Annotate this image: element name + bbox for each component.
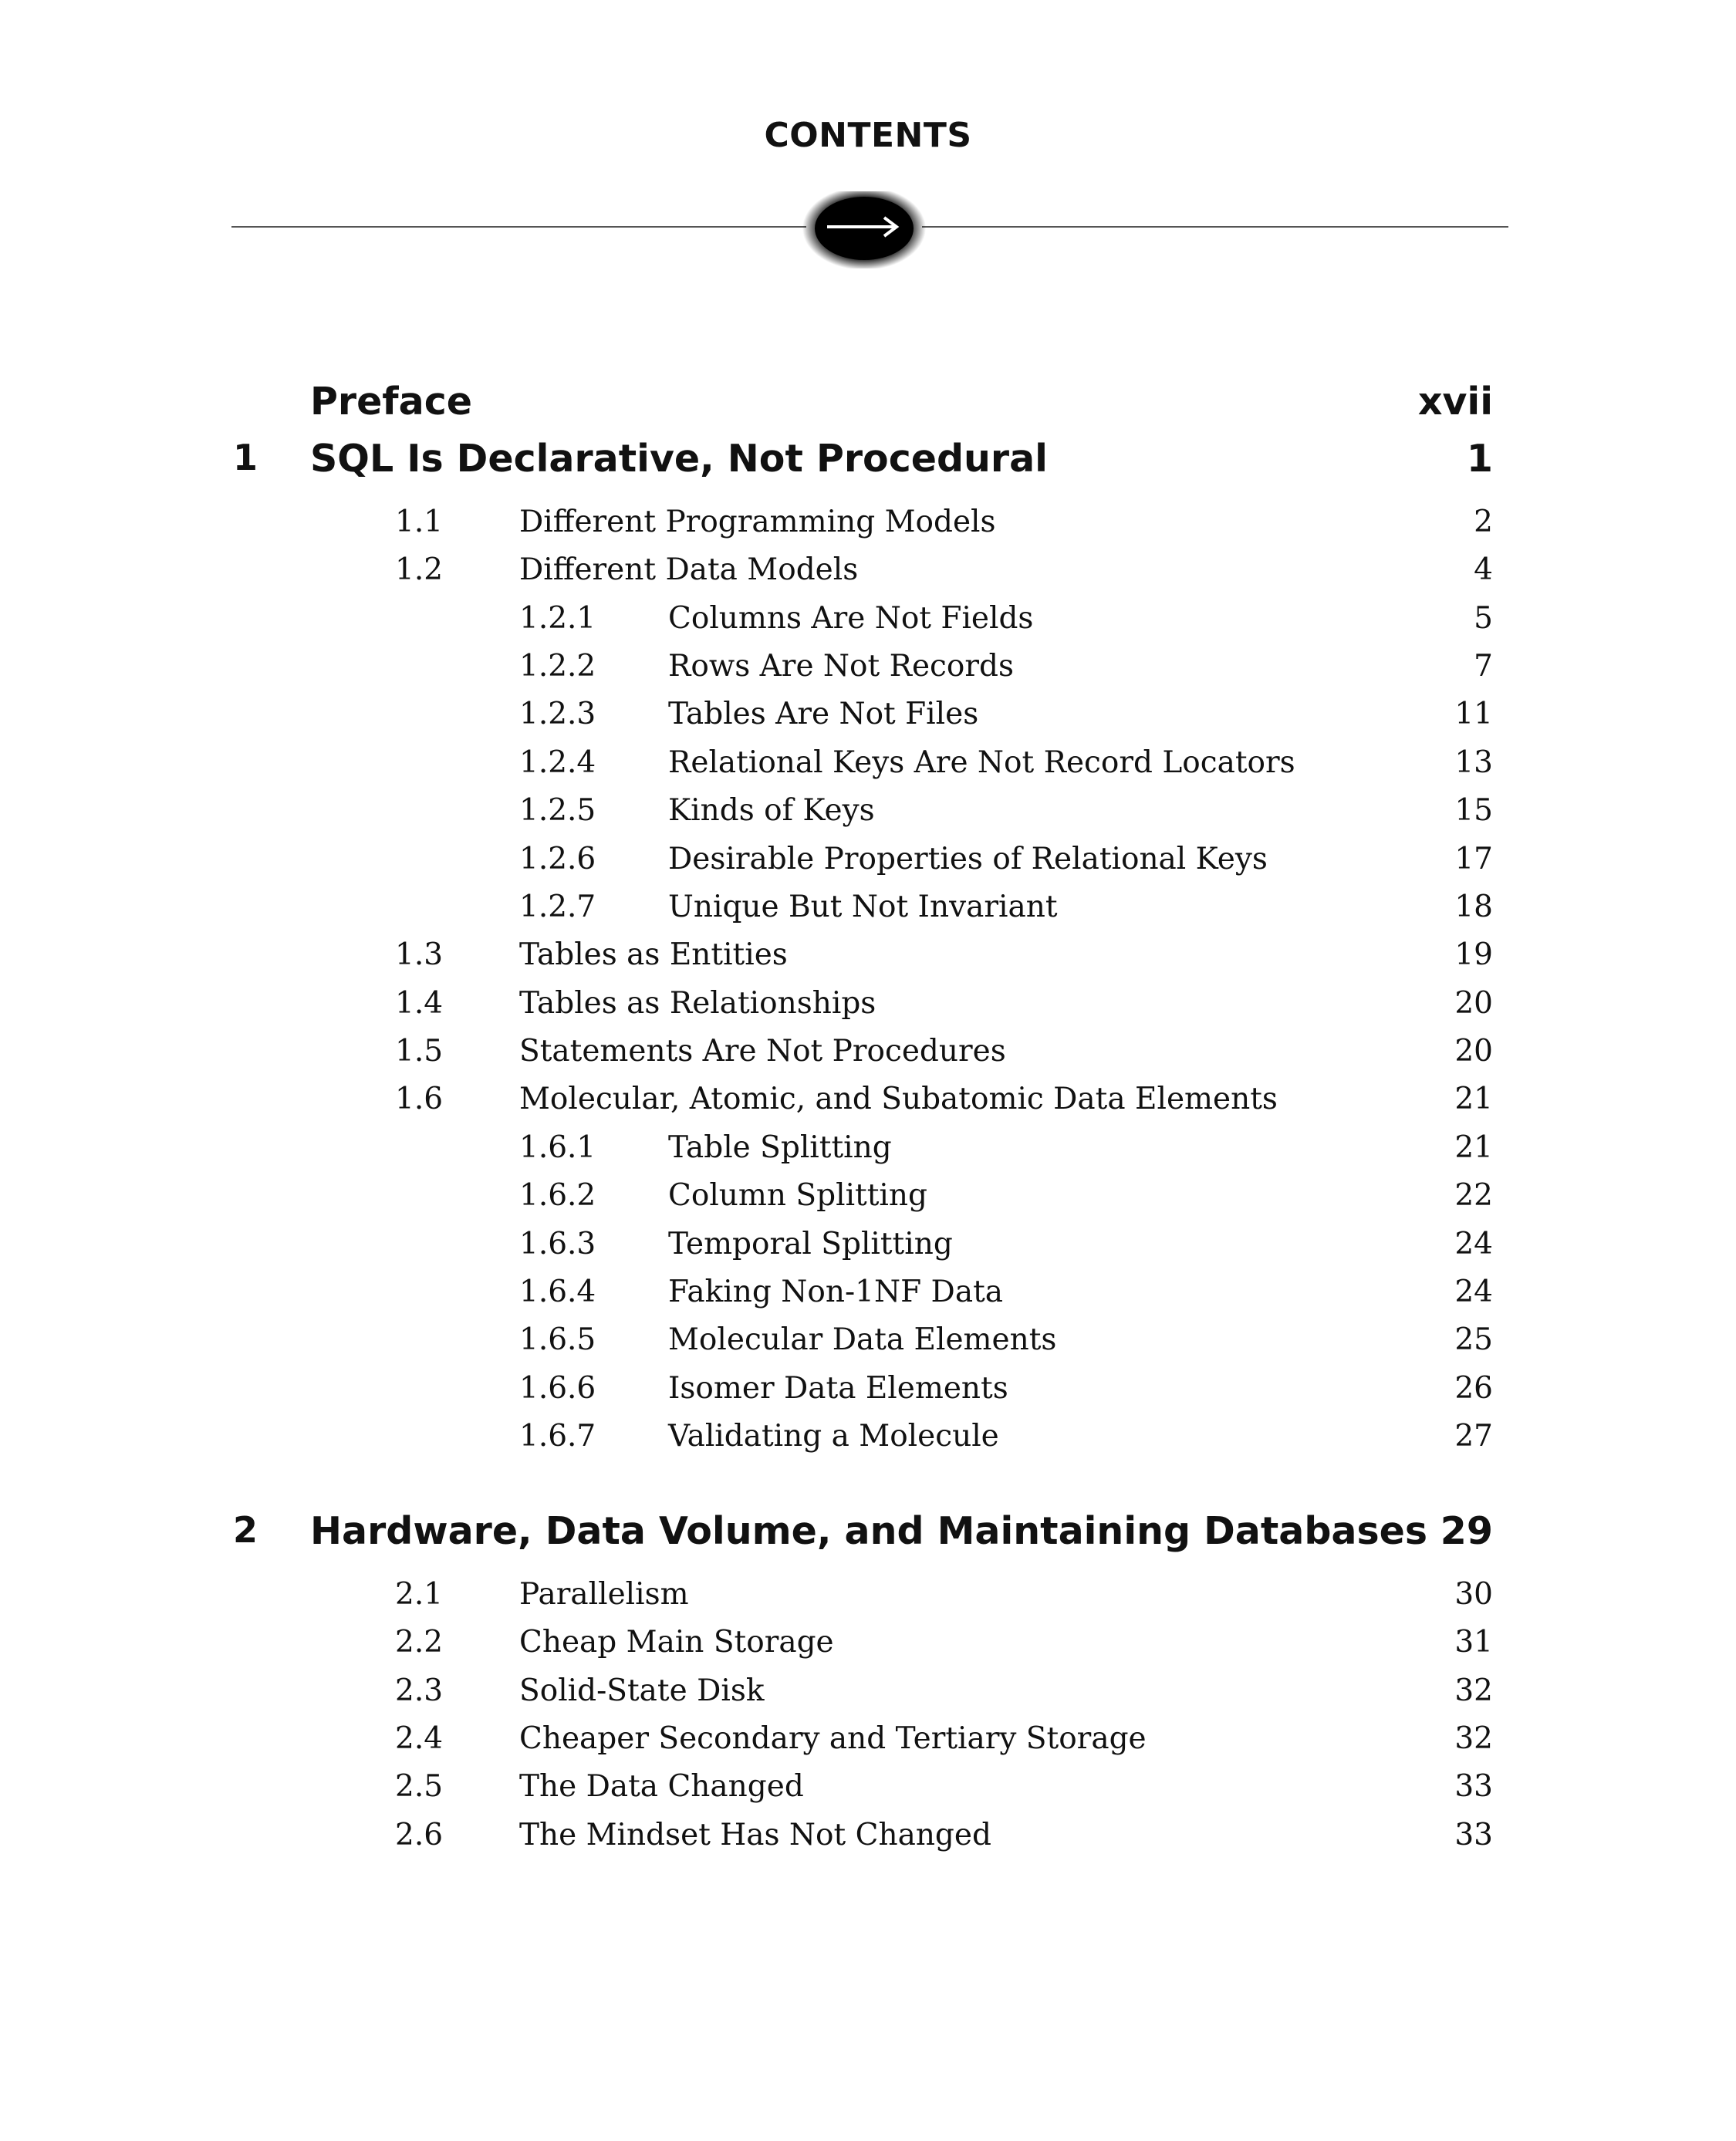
section-number: 1.1: [395, 505, 444, 539]
section-number: 2.2: [395, 1625, 444, 1660]
subsection-number: 1.2.4: [519, 745, 596, 780]
subsection-title: Columns Are Not Fields: [668, 601, 1034, 636]
section-title: Solid-State Disk: [519, 1673, 765, 1708]
subsection-number: 1.2.3: [519, 697, 596, 731]
section-title: Molecular, Atomic, and Subatomic Data Elements: [519, 1082, 1278, 1116]
subsection-title: Unique But Not Invariant: [668, 890, 1058, 924]
toc-preface-row[interactable]: [0, 380, 1736, 426]
section-title: Tables as Relationships: [519, 986, 876, 1021]
subsection-page: 21: [1454, 1130, 1493, 1165]
subsection-title: Kinds of Keys: [668, 793, 875, 828]
subsection-number: 1.2.1: [519, 601, 596, 636]
toc-subsection-row[interactable]: [0, 1275, 1736, 1321]
subsection-number: 1.6.7: [519, 1419, 596, 1454]
section-page: 33: [1454, 1818, 1493, 1852]
subsection-page: 26: [1454, 1371, 1493, 1406]
chapter-number: 1: [233, 437, 258, 478]
section-number: 2.3: [395, 1673, 444, 1708]
subsection-page: 11: [1454, 697, 1493, 731]
toc-subsection-row[interactable]: [0, 1227, 1736, 1273]
section-title: Different Data Models: [519, 552, 859, 587]
subsection-number: 1.2.5: [519, 793, 596, 828]
toc-chapter-row[interactable]: [0, 437, 1736, 483]
toc-section-row[interactable]: [0, 505, 1736, 551]
subsection-page: 5: [1474, 601, 1493, 636]
chapter-number: 2: [233, 1509, 258, 1551]
section-number: 2.5: [395, 1769, 444, 1804]
section-page: 32: [1454, 1673, 1493, 1708]
subsection-number: 1.2.6: [519, 842, 596, 876]
toc-section-row[interactable]: [0, 937, 1736, 984]
subsection-number: 1.6.4: [519, 1275, 596, 1309]
toc-subsection-row[interactable]: [0, 1419, 1736, 1465]
subsection-number: 1.6.6: [519, 1371, 596, 1406]
section-title: Statements Are Not Procedures: [519, 1034, 1006, 1069]
toc-subsection-row[interactable]: [0, 649, 1736, 695]
section-number: 2.6: [395, 1818, 444, 1852]
section-page: 33: [1454, 1769, 1493, 1804]
chapter-page: 1: [1466, 437, 1493, 481]
toc-section-row[interactable]: [0, 986, 1736, 1032]
section-title: The Data Changed: [519, 1769, 804, 1804]
subsection-title: Faking Non-1NF Data: [668, 1275, 1003, 1309]
subsection-title: Relational Keys Are Not Record Locators: [668, 745, 1295, 780]
section-page: 30: [1454, 1577, 1493, 1612]
toc-subsection-row[interactable]: [0, 1130, 1736, 1177]
subsection-page: 24: [1454, 1227, 1493, 1261]
section-page: 31: [1454, 1625, 1493, 1660]
subsection-page: 18: [1454, 890, 1493, 924]
subsection-number: 1.2.7: [519, 890, 596, 924]
section-number: 2.4: [395, 1721, 444, 1756]
subsection-page: 27: [1454, 1419, 1493, 1454]
subsection-page: 24: [1454, 1275, 1493, 1309]
subsection-title: Column Splitting: [668, 1178, 927, 1213]
subsection-number: 1.6.1: [519, 1130, 596, 1165]
preface-page: xvii: [1417, 380, 1493, 424]
page-heading: CONTENTS: [764, 116, 972, 155]
toc-subsection-row[interactable]: [0, 793, 1736, 839]
subsection-title: Rows Are Not Records: [668, 649, 1014, 684]
toc-subsection-row[interactable]: [0, 601, 1736, 647]
toc-subsection-row[interactable]: [0, 1178, 1736, 1224]
section-page: 32: [1454, 1721, 1493, 1756]
toc-section-row[interactable]: [0, 1818, 1736, 1864]
right-arrow-in-black-oval-icon: [231, 191, 1508, 268]
section-title: The Mindset Has Not Changed: [519, 1818, 991, 1852]
toc-chapter-row[interactable]: [0, 1509, 1736, 1555]
section-page: 20: [1454, 1034, 1493, 1069]
chapter-title: Hardware, Data Volume, and Maintaining Databases: [310, 1509, 1428, 1553]
toc-section-row[interactable]: [0, 1577, 1736, 1623]
subsection-title: Temporal Splitting: [668, 1227, 953, 1261]
section-title: Cheap Main Storage: [519, 1625, 834, 1660]
toc-subsection-row[interactable]: [0, 697, 1736, 743]
toc-section-row[interactable]: [0, 1769, 1736, 1815]
section-number: 1.6: [395, 1082, 444, 1116]
subsection-number: 1.2.2: [519, 649, 596, 684]
subsection-title: Molecular Data Elements: [668, 1322, 1057, 1357]
subsection-title: Table Splitting: [668, 1130, 892, 1165]
subsection-page: 25: [1454, 1322, 1493, 1357]
section-number: 2.1: [395, 1577, 444, 1612]
toc-subsection-row[interactable]: [0, 842, 1736, 888]
subsection-title: Desirable Properties of Relational Keys: [668, 842, 1268, 876]
section-title: Tables as Entities: [519, 937, 788, 972]
chapter-page: 29: [1440, 1509, 1493, 1553]
toc-section-row[interactable]: [0, 552, 1736, 599]
toc-section-row[interactable]: [0, 1721, 1736, 1768]
subsection-number: 1.6.3: [519, 1227, 596, 1261]
section-number: 1.2: [395, 552, 444, 587]
toc-section-row[interactable]: [0, 1082, 1736, 1128]
toc-section-row[interactable]: [0, 1673, 1736, 1720]
subsection-page: 22: [1454, 1178, 1493, 1213]
toc-subsection-row[interactable]: [0, 745, 1736, 792]
subsection-page: 7: [1474, 649, 1493, 684]
subsection-page: 15: [1454, 793, 1493, 828]
section-page: 19: [1454, 937, 1493, 972]
section-number: 1.5: [395, 1034, 444, 1069]
preface-title: Preface: [310, 380, 472, 424]
subsection-title: Validating a Molecule: [668, 1419, 999, 1454]
subsection-number: 1.6.2: [519, 1178, 596, 1213]
section-page: 2: [1474, 505, 1493, 539]
subsection-page: 13: [1454, 745, 1493, 780]
section-title: Cheaper Secondary and Tertiary Storage: [519, 1721, 1147, 1756]
chapter-title: SQL Is Declarative, Not Procedural: [310, 437, 1048, 481]
toc-section-row[interactable]: [0, 1034, 1736, 1080]
toc-subsection-row[interactable]: [0, 1371, 1736, 1417]
subsection-number: 1.6.5: [519, 1322, 596, 1357]
toc-subsection-row[interactable]: [0, 1322, 1736, 1369]
subsection-title: Tables Are Not Files: [668, 697, 979, 731]
section-number: 1.4: [395, 986, 444, 1021]
subsection-title: Isomer Data Elements: [668, 1371, 1008, 1406]
subsection-page: 17: [1454, 842, 1493, 876]
toc-section-row[interactable]: [0, 1625, 1736, 1671]
section-page: 4: [1474, 552, 1493, 587]
section-page: 20: [1454, 986, 1493, 1021]
section-number: 1.3: [395, 937, 444, 972]
section-title: Parallelism: [519, 1577, 689, 1612]
section-page: 21: [1454, 1082, 1493, 1116]
section-title: Different Programming Models: [519, 505, 996, 539]
toc-subsection-row[interactable]: [0, 890, 1736, 936]
